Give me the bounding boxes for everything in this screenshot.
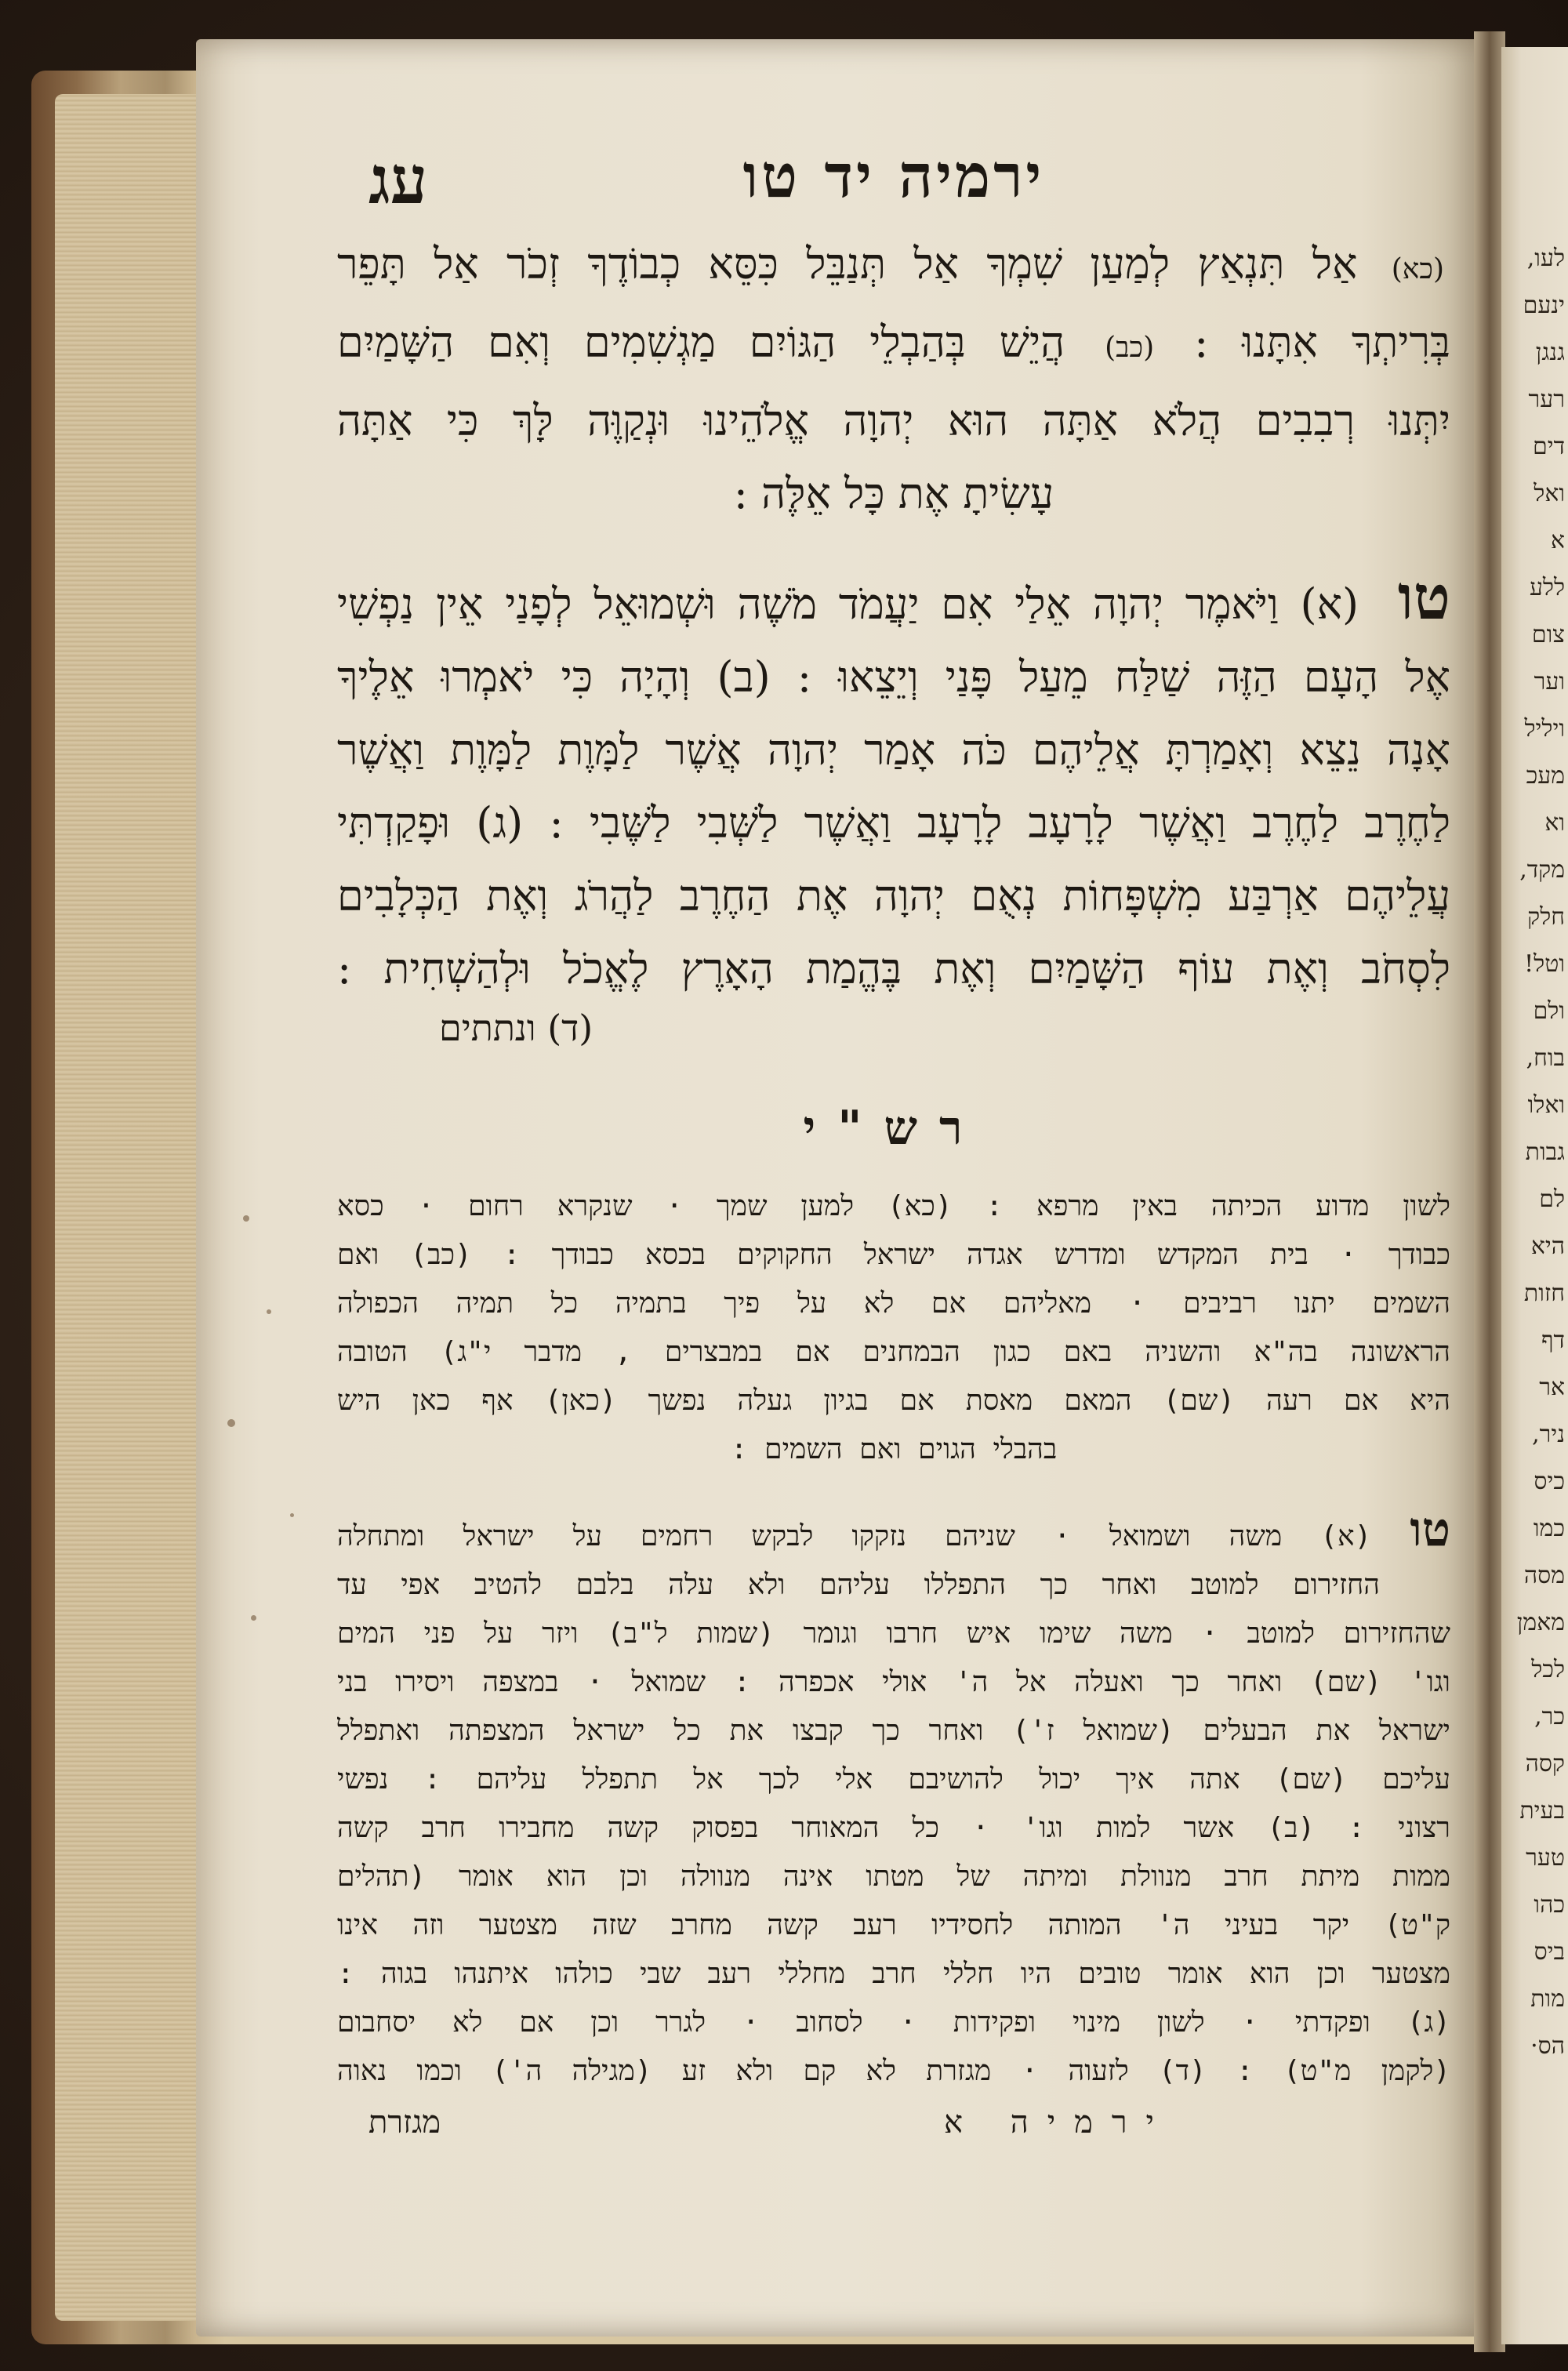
facing-page-text: לם	[1539, 1186, 1565, 1213]
rashi-line: כבודך · בית המקדש ומדרש אגדה ישראל החקוקים בכסא כבודך : (כב) ואם	[337, 1239, 1450, 1271]
facing-page-text: ללע	[1529, 574, 1565, 601]
facing-page-text: וטל!	[1524, 950, 1565, 978]
page-edges	[55, 94, 204, 2321]
rashi-line: (לקמן מ"ט) : (ד) לזעוה · מגזרת לא קם ולא זע (מגילה ה') וכמו נאוה	[337, 2055, 1450, 2087]
rashi-line: רצוני : (ב) אשר למות וגו' · כל המאוחר בפסוק קשה מחבירו חרב קשה	[337, 1812, 1450, 1844]
rashi-line: הראשונה בה"א והשניה באם כגון הבמחנים אם במבצרים , מדבר י"ג) הטובה	[337, 1336, 1450, 1368]
verse-text: (א) וַיֹּאמֶר יְהוָה אֵלַי אִם יַעֲמֹד מֹשֶׁה וּשְׁמוּאֵל לְפָנַי אֵין נַפְשִׁי	[337, 579, 1359, 629]
rashi-line: החזירום למוטב ואחר כך התפללו עליהם ולא עלה בלבם להטיב אפי עד	[337, 1569, 1380, 1601]
rashi-commentary-1	[337, 1182, 1450, 1474]
facing-page-text: אר	[1539, 1374, 1565, 1401]
verse-line	[337, 384, 1450, 457]
book-gutter	[1474, 31, 1505, 2352]
facing-page-fragment	[1501, 47, 1568, 2344]
facing-page-text: מסה	[1523, 1562, 1565, 1589]
verse-text: אַל תִּנְאַץ לְמַעַן שִׁמְךָ אַל תְּנַבֵּל כִּסֵּא כְבוֹדֶךָ זְכֹר אַל תָּפֵר	[337, 239, 1358, 289]
verses-chapter-15	[337, 561, 1450, 1005]
foxing-spot	[290, 1513, 294, 1517]
facing-page-text: ויליל	[1524, 715, 1565, 743]
facing-page-text: מאמן	[1516, 1609, 1565, 1636]
facing-page-text: ינעם	[1523, 292, 1565, 319]
facing-page-text: ולם	[1533, 997, 1565, 1025]
facing-page-text: היא	[1530, 1233, 1565, 1260]
facing-page-text: כיס	[1534, 1468, 1565, 1495]
verse-text: עָשִׂיתָ אֶת כָּל אֵלֶּה :	[733, 469, 1054, 518]
verse-line: אֶל הָעָם הַזֶּה שַׁלַּח מֵעַל פָּנַי וְיֵצֵאוּ : (ב) וְהָיָה כִּי יֹאמְרוּ אֵלֶיךָ	[337, 652, 1450, 702]
facing-page-text: בעית	[1519, 1797, 1565, 1825]
rashi-line: מצטער וכן הוא אומר טובים היו חללי חרב מחללי רעב שבי כולהו איתנהו בגוה :	[337, 1958, 1450, 1990]
rashi-line: השמים יתנו רביבים · מאליהם אם לא על פיך בתמיה כל תמיה הכפולה	[337, 1287, 1450, 1320]
page-header	[337, 141, 1450, 227]
catchword: מגזרת	[368, 2104, 441, 2140]
facing-page-text: בוח,	[1526, 1044, 1565, 1072]
facing-page-text: דף	[1541, 1327, 1565, 1354]
rashi-line	[337, 1505, 1450, 1561]
foxing-spot	[267, 1309, 271, 1314]
facing-page-text: טער	[1526, 1844, 1565, 1872]
facing-page-text: לכל	[1531, 1656, 1565, 1683]
verse-line: לַחֶרֶב לַחֶרֶב וַאֲשֶׁר לָרָעָב לָרָעָב וַאֲשֶׁר לַשְּׁבִי לַשֶּׁבִי : (ג) וּפָקַדְתִּי	[337, 798, 1450, 848]
facing-page-text: חזות	[1523, 1280, 1565, 1307]
verse-number: (כא)	[1391, 253, 1444, 285]
verse-text: בְּרִיתְךָ אִתָּנוּ :	[1194, 318, 1450, 367]
verse-line	[337, 227, 1450, 306]
facing-page-text: מקד,	[1519, 856, 1565, 884]
verse-line: עֲלֵיהֶם אַרְבַּע מִשְׁפָּחוֹת נְאֻם יְהוָה אֶת הַחֶרֶב לַהֲרֹג וְאֶת הַכְּלָבִים	[337, 871, 1450, 920]
verse-number: (כב)	[1105, 332, 1155, 364]
facing-page-text: קסה	[1525, 1750, 1565, 1777]
page-content	[337, 141, 1450, 2166]
rashi-line: בהבלי הגוים ואם השמים :	[730, 1433, 1058, 1465]
rashi-text: (א) משה ושמואל · שניהם נזקקו לבקש רחמים על ישראל ומתחלה	[337, 1520, 1372, 1552]
rashi-line: עליכם (שם) אתה איך יכול להושיבם אלי לכך אל תתפלל עליהם : נפשי	[337, 1763, 1450, 1795]
verse-line: לִסְחֹב וְאֶת עוֹף הַשָּׁמַיִם וְאֶת בֶּהֱמַת הָאָרֶץ לֶאֱכֹל וּלְהַשְׁחִית :	[337, 944, 1450, 993]
rashi-chapter-label: טו	[1410, 1505, 1450, 1557]
chapter-label: טו	[1397, 562, 1450, 634]
verse-text: יִתְּנוּ רְבִבִים הֲלֹא אַתָּה הוּא יְהוָה אֱלֹהֵינוּ וּנְקַוֶּה לָּךְ כִּי אַתָּה	[337, 396, 1450, 445]
facing-page-text: גבות	[1525, 1138, 1565, 1166]
rashi-line: ישראל את הבעלים (שמואל ז') ואחר כך קבצו את כל ישראל המצפתה ואתפלל	[337, 1715, 1450, 1747]
facing-page-text: כר,	[1534, 1703, 1565, 1730]
facing-page-text: גנגן	[1535, 339, 1565, 366]
facing-page-text: ניר,	[1532, 1421, 1565, 1448]
page-footer	[337, 2104, 1450, 2166]
rashi-line: לשון מדוע הכיתה באין מרפא : (כא) למען שמך · שנקרא רחום · כסא	[337, 1190, 1450, 1222]
main-text-catchword: (ד) ונתתים	[439, 1007, 593, 1049]
facing-page-text: כהו	[1534, 1891, 1565, 1919]
verse-line: אָנָה נֵצֵא וְאָמַרְתָּ אֲלֵיהֶם כֹּה אָמַר יְהוָה אֲשֶׁר לַמָּוֶת לַמָּוֶת וַאֲשֶׁר	[337, 725, 1450, 775]
facing-page-text: א	[1550, 527, 1565, 554]
facing-page-text: מעכ	[1526, 762, 1565, 790]
facing-page-text: דים	[1532, 433, 1565, 460]
verse-line	[337, 561, 1450, 641]
facing-page-text: מות	[1530, 1985, 1565, 2013]
rashi-line: (ג) ופקדתי · לשון מינוי ופקידות · לסחוב · לגרר וכן אם לא יסחבום	[337, 2006, 1450, 2039]
facing-page-text: ביס	[1534, 1938, 1565, 1966]
facing-page-text: לעו,	[1526, 245, 1565, 272]
facing-page-text: הס·	[1530, 2032, 1565, 2060]
rashi-commentary-2	[337, 1505, 1450, 2096]
verse-line	[337, 306, 1450, 384]
facing-page-text: רער	[1528, 386, 1565, 413]
facing-page-text: חלק	[1527, 903, 1565, 931]
rashi-heading: רש"י	[803, 1101, 985, 1156]
rashi-line: היא אם רעה (שם) המאם מאסת אם בגיון געלה נפשך (כאן) אף כאן היש	[337, 1385, 1450, 1417]
foxing-spot	[251, 1615, 256, 1621]
rashi-line: שהחזירום למוטב · משה שימו איש חרבו וגומר (שמות ל"ב) ויזר על פני המים	[337, 1618, 1450, 1650]
rashi-line: ממות מיתת חרב מנוולת ומיתה של מטתו אינה מנוולה וכן הוא אומר (תהלים	[337, 1861, 1450, 1893]
page-number: עג	[368, 141, 428, 219]
spacer	[337, 530, 1450, 561]
facing-page-text: ואלו	[1527, 1091, 1565, 1119]
facing-page-text: כמו	[1533, 1515, 1565, 1542]
verse-text: הֲיֵשׁ בְּהַבְלֵי הַגּוֹיִם מַגְשִׁמִים וְאִם הַשָּׁמַיִם	[337, 318, 1065, 367]
verses-chapter-14	[337, 227, 1450, 530]
facing-page-text: וא	[1544, 809, 1565, 837]
spacer	[337, 1474, 1450, 1505]
facing-page-text: ואל	[1534, 480, 1565, 507]
printer-signature: ירמיה א	[943, 2104, 1174, 2140]
foxing-spot	[227, 1419, 235, 1427]
running-title: ירמיה יד טו	[742, 141, 1045, 211]
rashi-line: ק"ט) יקר בעיני ה' המותה לחסידיו רעב קשה מחרב שזה מצטער וזה אינו	[337, 1909, 1450, 1941]
foxing-spot	[243, 1215, 249, 1222]
facing-page-text: וער	[1534, 668, 1565, 695]
rashi-line: וגו' (שם) ואחר כך ואעלה אל ה' אולי אכפרה : שמואל · במצפה ויסירו בני	[337, 1666, 1450, 1698]
facing-page-text: צום	[1531, 621, 1565, 648]
verse-line	[337, 457, 1450, 530]
